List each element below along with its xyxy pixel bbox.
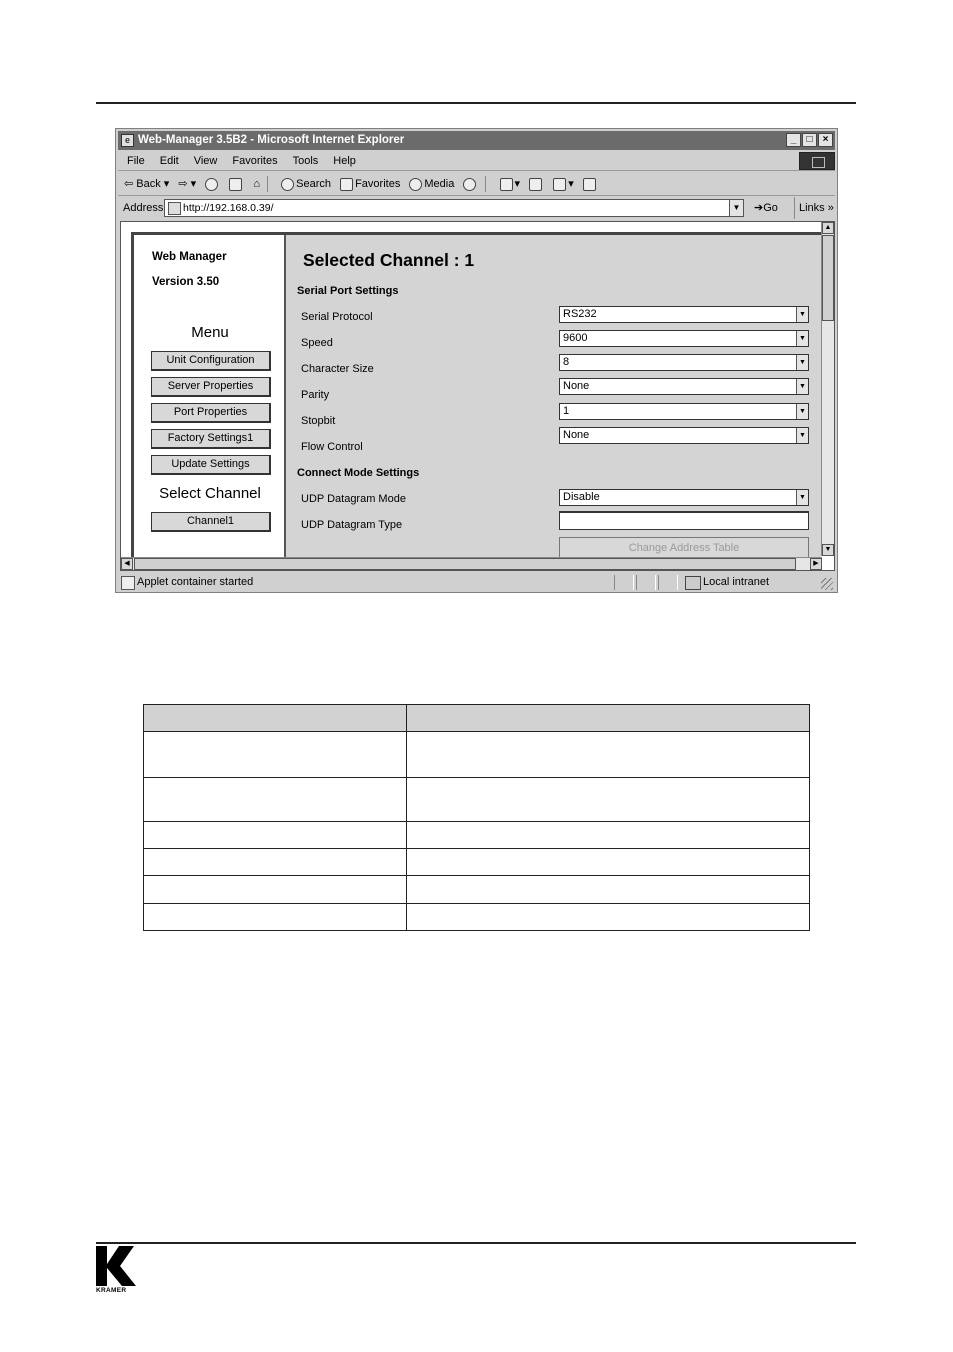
discuss-button[interactable] <box>583 172 598 196</box>
menu-edit[interactable]: Edit <box>159 155 179 167</box>
udp-datagram-type-input[interactable] <box>559 511 809 530</box>
table-header-row <box>144 705 810 732</box>
status-cell <box>614 575 634 590</box>
address-value: http://192.168.0.39/ <box>183 202 274 214</box>
edit-button[interactable]: ▾ <box>553 172 574 196</box>
udp-datagram-type-label: UDP Datagram Type <box>301 519 403 531</box>
serial-protocol-label: Serial Protocol <box>301 311 373 323</box>
udp-datagram-mode-label: UDP Datagram Mode <box>301 493 406 505</box>
media-label: Media <box>424 178 455 190</box>
header-rule <box>96 102 856 104</box>
table-row <box>144 822 810 849</box>
settings-table <box>143 704 810 931</box>
address-bar <box>118 197 835 219</box>
search-button[interactable] <box>281 172 331 196</box>
mail-icon <box>500 178 513 191</box>
speed-label: Speed <box>301 337 333 349</box>
forward-button[interactable]: ⇨ ▾ <box>178 178 197 190</box>
udp-datagram-mode-value: Disable <box>563 491 600 503</box>
parity-value: None <box>563 380 590 392</box>
table-cell <box>407 904 810 931</box>
app-version: Version 3.50 <box>152 276 220 288</box>
menu-bar <box>118 151 835 171</box>
menu-view[interactable]: View <box>193 155 218 167</box>
table-header-cell <box>407 705 810 732</box>
home-button[interactable] <box>253 172 260 196</box>
select-channel-heading: Select Channel <box>159 485 261 502</box>
ie-icon: e <box>121 134 134 147</box>
stopbit-value: 1 <box>563 405 570 417</box>
speed-select[interactable] <box>559 330 809 347</box>
table-cell <box>144 849 407 876</box>
toolbar-separator <box>485 176 486 192</box>
character-size-label: Character Size <box>301 363 374 375</box>
scroll-right-icon[interactable]: ▶ <box>810 558 822 570</box>
vertical-scrollbar[interactable] <box>821 222 834 556</box>
scroll-left-icon[interactable]: ◀ <box>121 558 133 570</box>
serial-port-settings-heading: Serial Port Settings <box>297 285 399 297</box>
udp-datagram-mode-select[interactable] <box>559 489 809 506</box>
table-cell <box>407 732 810 778</box>
table-row <box>144 904 810 931</box>
parity-select[interactable] <box>559 378 809 395</box>
parity-label: Parity <box>301 389 330 401</box>
chevron-down-icon: ▼ <box>796 404 808 419</box>
address-dropdown-arrow-icon[interactable]: ▼ <box>729 200 743 216</box>
scroll-up-icon[interactable]: ▲ <box>822 222 834 234</box>
stopbit-select[interactable] <box>559 403 809 420</box>
table-cell <box>144 778 407 822</box>
page-viewport <box>120 221 835 571</box>
character-size-select[interactable] <box>559 354 809 371</box>
mail-button[interactable]: ▾ <box>500 172 521 196</box>
menu-tools[interactable]: Tools <box>292 155 319 167</box>
print-button[interactable] <box>529 172 544 196</box>
table-cell <box>407 849 810 876</box>
toolbar-separator <box>267 176 268 192</box>
address-input[interactable] <box>164 199 744 217</box>
refresh-button[interactable] <box>229 172 244 196</box>
chevron-down-icon: ▼ <box>796 428 808 443</box>
links-label: Links <box>799 202 825 214</box>
status-text: Applet container started <box>121 573 253 592</box>
table-cell <box>144 822 407 849</box>
title-bar <box>118 131 835 150</box>
stop-button[interactable] <box>205 172 220 196</box>
minimize-button[interactable]: _ <box>786 133 801 147</box>
toolbar <box>118 172 835 196</box>
back-button[interactable]: ⇦ Back ▾ <box>124 178 170 190</box>
app-name: Web Manager <box>152 251 227 263</box>
chevron-down-icon: ▼ <box>796 379 808 394</box>
page-title: Selected Channel : 1 <box>303 250 475 270</box>
back-arrow-icon: ⇦ <box>124 178 134 190</box>
search-icon <box>281 178 294 191</box>
table-cell <box>144 904 407 931</box>
table-cell <box>407 822 810 849</box>
table-cell <box>407 778 810 822</box>
channel1-button[interactable]: Channel1 <box>151 512 271 532</box>
table-row <box>144 732 810 778</box>
go-label: Go <box>763 202 778 214</box>
menu-file[interactable]: File <box>127 155 145 167</box>
chevron-down-icon: ▼ <box>796 490 808 505</box>
favorites-button[interactable] <box>340 172 400 196</box>
table-cell <box>144 876 407 904</box>
history-icon <box>463 178 476 191</box>
favorites-icon <box>340 178 353 191</box>
connect-mode-settings-heading: Connect Mode Settings <box>297 467 420 479</box>
update-settings-button[interactable]: Update Settings <box>151 455 271 475</box>
refresh-icon <box>229 178 242 191</box>
chevron-down-icon: ▼ <box>796 307 808 322</box>
flow-control-select[interactable] <box>559 427 809 444</box>
server-properties-button[interactable]: Server Properties <box>151 377 271 397</box>
browser-window <box>115 128 838 593</box>
stop-icon <box>205 178 218 191</box>
search-label: Search <box>296 178 332 190</box>
stopbit-label: Stopbit <box>301 415 336 427</box>
table-row <box>144 849 810 876</box>
factory-settings-button[interactable]: Factory Settings1 <box>151 429 271 449</box>
resize-grip-icon[interactable] <box>821 578 833 590</box>
status-cell <box>658 575 678 590</box>
media-icon <box>409 178 422 191</box>
serial-protocol-select[interactable] <box>559 306 809 323</box>
table-cell <box>144 732 407 778</box>
chevron-down-icon: ▼ <box>796 331 808 346</box>
window-controls <box>786 133 833 147</box>
menu-favorites[interactable]: Favorites <box>232 155 278 167</box>
media-button[interactable] <box>409 172 454 196</box>
address-label: Address <box>123 202 164 214</box>
horizontal-scrollbar[interactable] <box>121 557 822 570</box>
maximize-button[interactable]: □ <box>802 133 817 147</box>
status-bar <box>118 573 835 592</box>
character-size-value: 8 <box>563 356 570 368</box>
applet-frame <box>131 232 821 558</box>
settings-panel <box>288 235 821 558</box>
vertical-scroll-thumb[interactable] <box>822 235 834 321</box>
menu-help[interactable]: Help <box>333 155 356 167</box>
discuss-icon <box>583 178 596 191</box>
flow-control-label: Flow Control <box>301 441 363 453</box>
go-button[interactable]: ➔Go <box>754 202 778 214</box>
forward-arrow-icon: ⇨ <box>178 178 188 190</box>
port-properties-button[interactable]: Port Properties <box>151 403 271 423</box>
table-header-cell <box>144 705 407 732</box>
window-title: Web-Manager 3.5B2 - Microsoft Internet Explorer <box>138 134 405 146</box>
links-button[interactable]: Links » <box>794 197 834 219</box>
menu-heading: Menu <box>191 324 229 341</box>
print-icon <box>529 178 542 191</box>
back-label: Back <box>136 178 161 190</box>
kramer-logo-text: KRAMER <box>96 1287 127 1294</box>
table-row <box>144 876 810 904</box>
serial-protocol-value: RS232 <box>563 308 597 320</box>
footer-rule <box>96 1242 856 1244</box>
scroll-down-icon[interactable]: ▼ <box>822 544 834 556</box>
history-button[interactable] <box>463 172 478 196</box>
home-icon: ⌂ <box>253 178 261 190</box>
windows-logo-icon <box>799 152 835 170</box>
status-cell <box>636 575 656 590</box>
unit-configuration-button[interactable]: Unit Configuration <box>151 351 271 371</box>
table-row <box>144 778 810 822</box>
left-menu-panel <box>134 235 286 558</box>
table-cell <box>407 876 810 904</box>
flow-control-value: None <box>563 429 590 441</box>
close-button[interactable]: × <box>818 133 833 147</box>
favorites-label: Favorites <box>355 178 401 190</box>
speed-value: 9600 <box>563 332 588 344</box>
security-zone: Local intranet <box>683 573 769 592</box>
change-address-table-button[interactable]: Change Address Table <box>559 537 809 558</box>
horizontal-scroll-thumb[interactable] <box>134 558 796 570</box>
chevron-down-icon: ▼ <box>796 355 808 370</box>
word-icon <box>553 178 566 191</box>
